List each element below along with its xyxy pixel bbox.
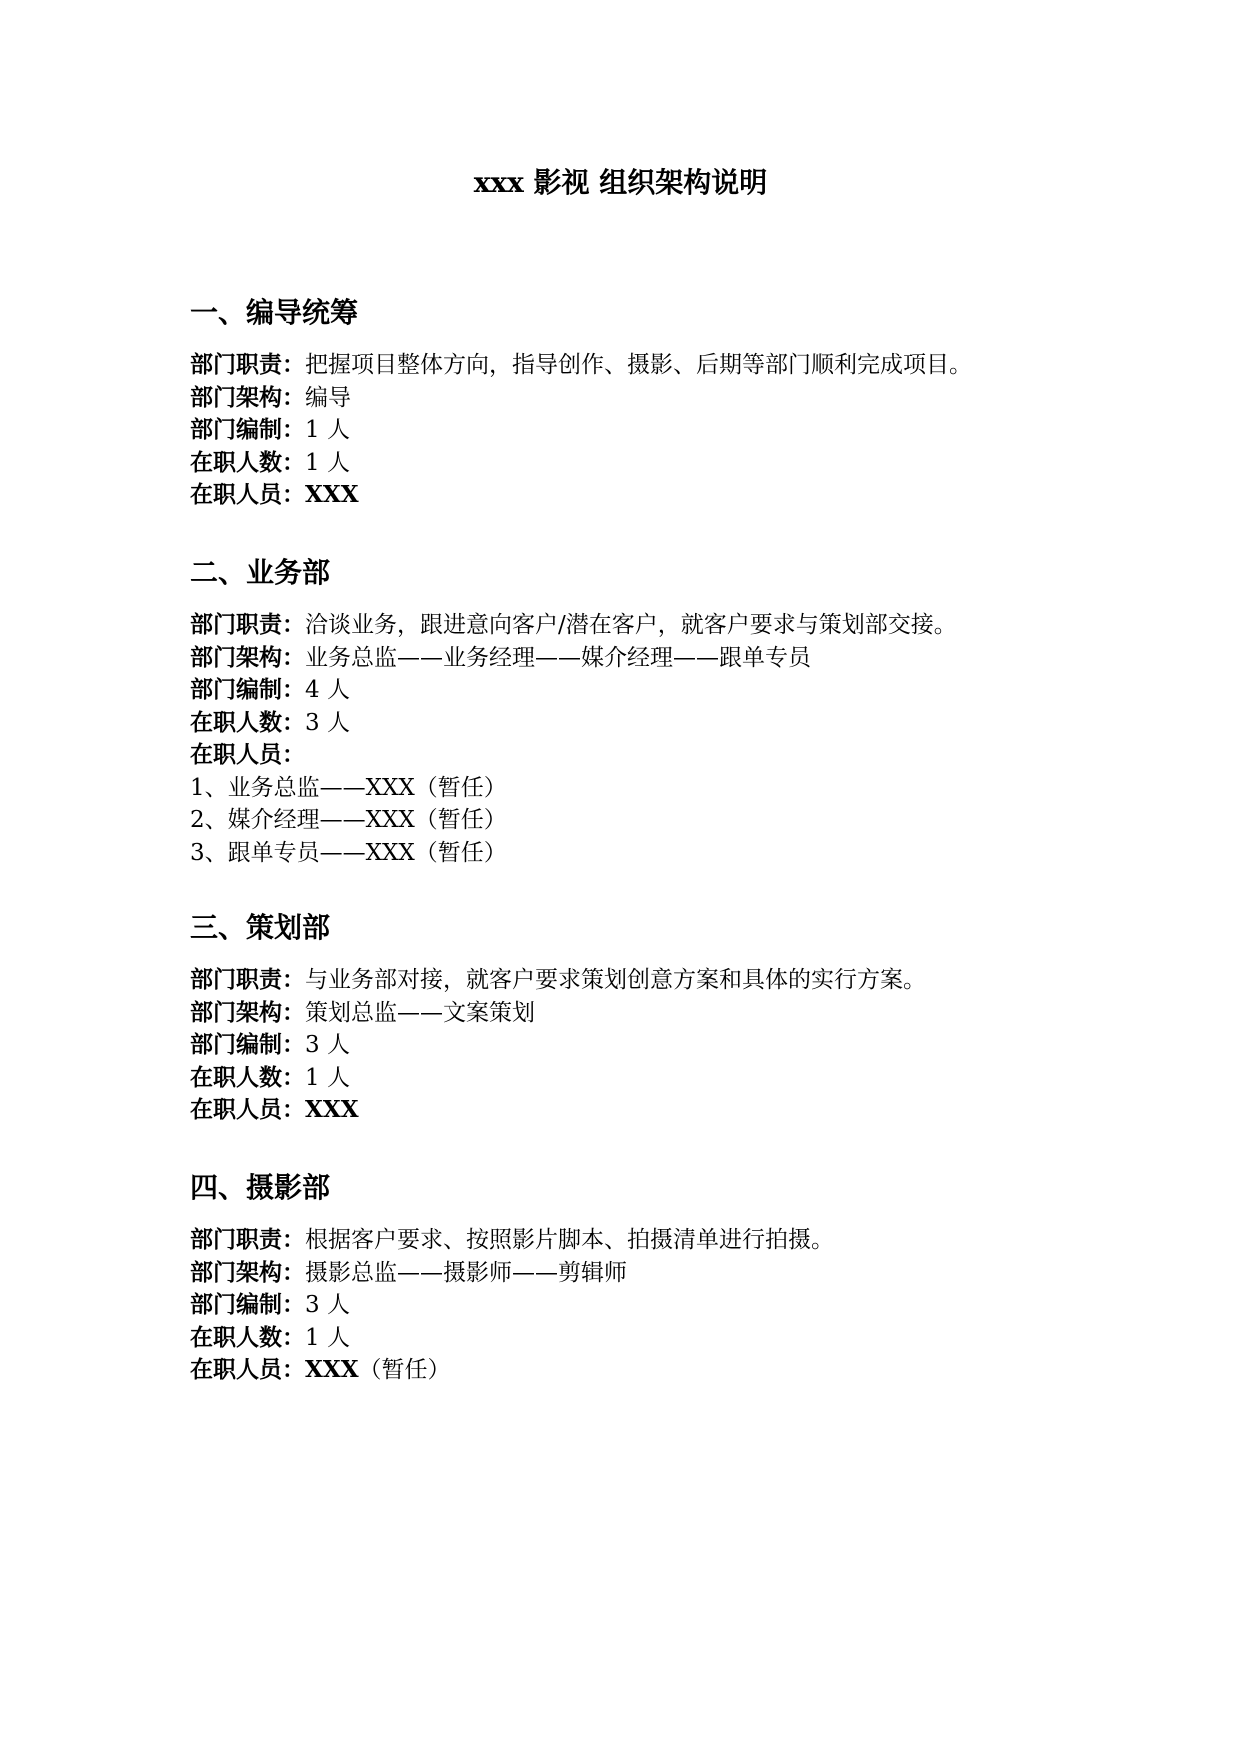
section-planning bbox=[190, 908, 1090, 1127]
staff-line bbox=[190, 479, 1090, 512]
structure-value: 策划总监——文案策划 bbox=[305, 999, 535, 1026]
duty-line bbox=[190, 609, 1090, 642]
staff-label: 在职人员： bbox=[190, 1356, 305, 1383]
staff-line bbox=[190, 739, 1090, 772]
section-heading: 四、摄影部 bbox=[190, 1171, 331, 1204]
quota-line bbox=[190, 1289, 1090, 1322]
section-directing bbox=[190, 293, 1090, 512]
count-label: 在职人数： bbox=[190, 708, 305, 736]
count-line bbox=[190, 1322, 1090, 1355]
duty-label: 部门职责： bbox=[190, 351, 305, 378]
structure-label: 部门架构： bbox=[190, 1258, 305, 1286]
duty-label: 部门职责： bbox=[190, 1226, 305, 1253]
staff-list-item: 2、媒介经理——XXX（暂任） bbox=[190, 807, 507, 833]
structure-label: 部门架构： bbox=[190, 998, 305, 1026]
count-line bbox=[190, 1062, 1090, 1095]
quota-line bbox=[190, 1029, 1090, 1062]
section-heading: 二、业务部 bbox=[190, 556, 331, 589]
quota-line bbox=[190, 674, 1090, 707]
duty-value: 与业务部对接，就客户要求策划创意方案和具体的实行方案。 bbox=[305, 967, 926, 993]
structure-label: 部门架构： bbox=[190, 383, 305, 411]
staff-line bbox=[190, 1094, 1090, 1127]
staff-list-item: 1、业务总监——XXX（暂任） bbox=[190, 774, 507, 801]
duty-label: 部门职责： bbox=[190, 966, 305, 993]
structure-line bbox=[190, 997, 1090, 1030]
quota-label: 部门编制： bbox=[190, 1291, 305, 1318]
staff-note: （暂任） bbox=[358, 1357, 451, 1383]
count-line bbox=[190, 707, 1090, 740]
staff-value: XXX bbox=[305, 1356, 359, 1383]
count-value: 1 人 bbox=[305, 1324, 350, 1351]
quota-value: 1 人 bbox=[305, 417, 350, 443]
quota-line bbox=[190, 414, 1090, 447]
count-label: 在职人数： bbox=[190, 448, 305, 476]
staff-label: 在职人员： bbox=[190, 481, 305, 508]
structure-line bbox=[190, 1257, 1090, 1290]
count-label: 在职人数： bbox=[190, 1323, 305, 1351]
quota-value: 3 人 bbox=[305, 1032, 350, 1058]
staff-value: XXX bbox=[305, 1096, 359, 1123]
structure-value: 业务总监——业务经理——媒介经理——跟单专员 bbox=[305, 644, 811, 671]
duty-line bbox=[190, 1224, 1090, 1257]
count-line bbox=[190, 447, 1090, 480]
staff-label: 在职人员： bbox=[190, 741, 305, 768]
quota-value: 4 人 bbox=[305, 677, 350, 703]
quota-label: 部门编制： bbox=[190, 676, 305, 703]
staff-label: 在职人员： bbox=[190, 1096, 305, 1123]
count-label: 在职人数： bbox=[190, 1063, 305, 1091]
duty-value: 洽谈业务，跟进意向客户/潜在客户，就客户要求与策划部交接。 bbox=[305, 612, 957, 638]
section-business bbox=[190, 553, 1090, 869]
staff-list-item: 3、跟单专员——XXX（暂任） bbox=[190, 839, 507, 866]
duty-value: 根据客户要求、按照影片脚本、拍摄清单进行拍摄。 bbox=[305, 1227, 834, 1253]
staff-line bbox=[190, 1354, 1090, 1387]
duty-label: 部门职责： bbox=[190, 611, 305, 638]
section-heading: 三、策划部 bbox=[190, 911, 331, 944]
duty-line bbox=[190, 349, 1090, 382]
count-value: 1 人 bbox=[305, 449, 350, 476]
count-value: 1 人 bbox=[305, 1064, 350, 1091]
structure-line bbox=[190, 382, 1090, 415]
document-title: xxx 影视 组织架构说明 bbox=[473, 166, 768, 199]
quota-label: 部门编制： bbox=[190, 416, 305, 443]
duty-line bbox=[190, 964, 1090, 997]
section-heading: 一、编导统筹 bbox=[190, 296, 359, 329]
count-value: 3 人 bbox=[305, 709, 350, 736]
structure-label: 部门架构： bbox=[190, 643, 305, 671]
quota-value: 3 人 bbox=[305, 1292, 350, 1318]
quota-label: 部门编制： bbox=[190, 1031, 305, 1058]
structure-line bbox=[190, 642, 1090, 675]
staff-value: XXX bbox=[305, 481, 359, 508]
section-photography bbox=[190, 1168, 1090, 1387]
structure-value: 摄影总监——摄影师——剪辑师 bbox=[305, 1259, 627, 1286]
duty-value: 把握项目整体方向，指导创作、摄影、后期等部门顺利完成项目。 bbox=[305, 352, 972, 378]
structure-value: 编导 bbox=[305, 384, 351, 411]
